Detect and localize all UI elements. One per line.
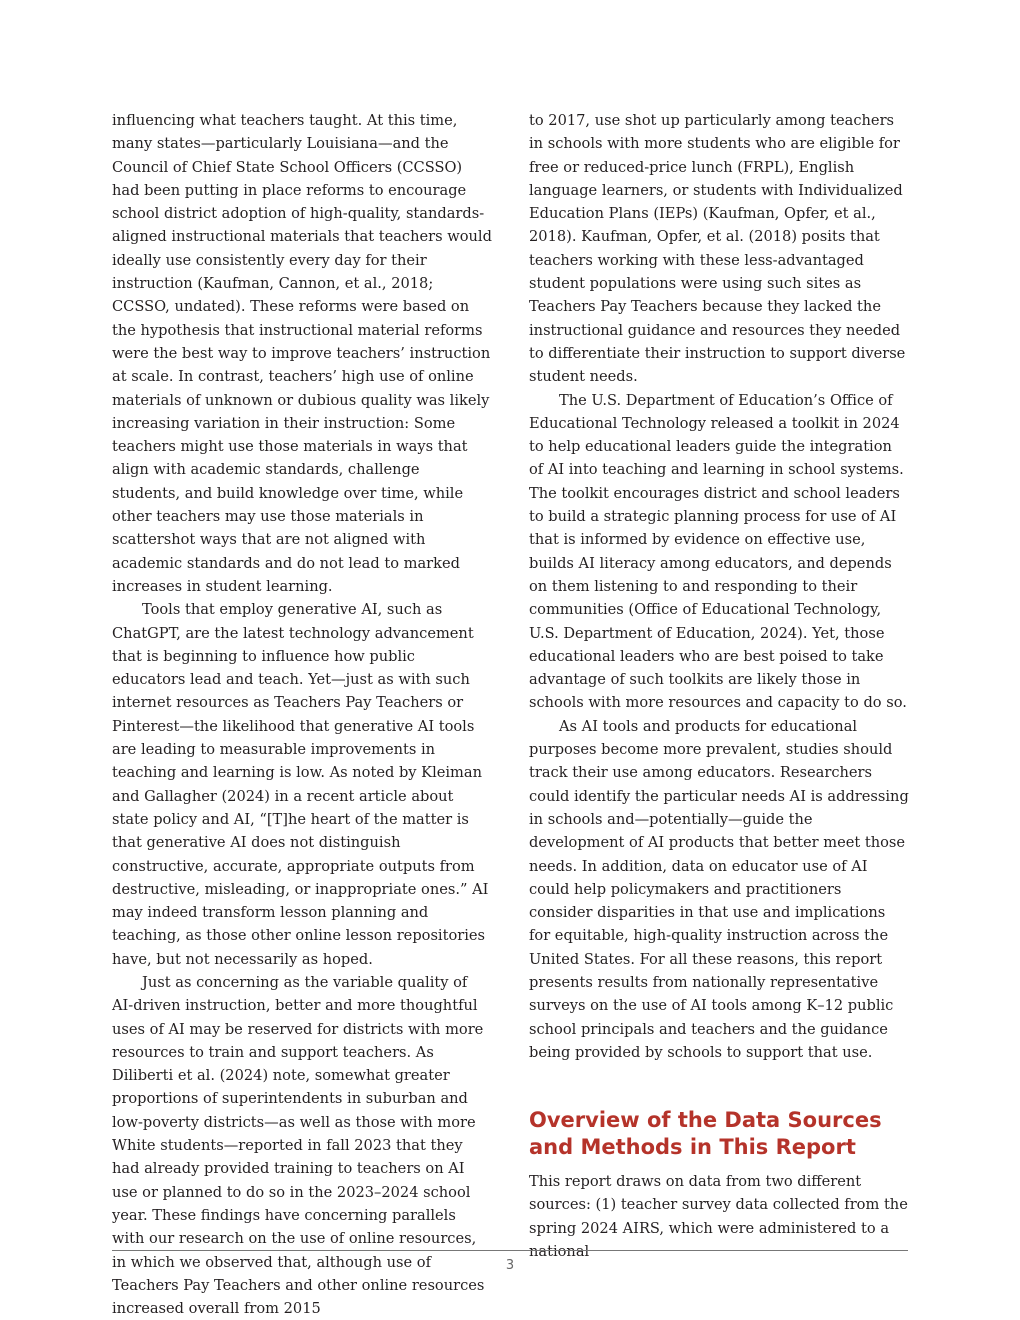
page-number: 3 (505, 1258, 515, 1273)
left-column (112, 109, 492, 1320)
body-paragraph: Tools that employ generative AI, such as ChatGPT, are the latest technology advancement that is beginning to influence how public educators lead and teach. Yet—just as with such internet resources as Teachers Pay Teachers or Pinterest—the likelihood that generative AI tools are leading to measurable improvements in teaching and learning is low. As noted by Kleiman and Gallagher (2024) in a recent article about state policy and AI, “[T]he heart of the matter is that generative AI does not distinguish constructive, accurate, appropriate outputs from destructive, misleading, or inappropriate ones.” AI may indeed transform lesson planning and teaching, as those other online lesson repositories have, but not necessarily as hoped. (112, 601, 489, 968)
body-paragraph: This report draws on data from two different sources: (1) teacher survey data collected from the spring 2024 AIRS, which were administered to a national (529, 1173, 908, 1261)
body-paragraph: to 2017, use shot up particularly among teachers in schools with more students who are eligible for free or reduced-price lunch (FRPL), English language learners, or students with Individualized Education Plans (IEPs) (Kaufman, Opfer, et al., 2018). Kaufman, Opfer, et al. (2018) posits that teachers working with these less-advantaged student populations were using such sites as Teachers Pay Teachers because they lacked the instructional guidance and resources they needed to differentiate their instruction to support diverse student needs. (529, 112, 906, 386)
body-paragraph: influencing what teachers taught. At this time, many states—particularly Louisiana—and the Council of Chief State School Officers (CCSSO) had been putting in place reforms to encourage school district adoption of high-quality, standards-aligned instructional materials that teachers would ideally use consistently every day for their instruction (Kaufman, Cannon, et al., 2018; CCSSO, undated). These reforms were based on the hypothesis that instructional material reforms were the best way to improve teachers’ instruction at scale. In contrast, teachers’ high use of online materials of unknown or dubious quality was likely increasing variation in their instruction: Some teachers might use those materials in ways that align with academic standards, challenge students, and build knowledge over time, while other teachers may use those materials in scattershot ways that are not aligned with academic standards and do not lead to marked increases in student learning. (112, 112, 492, 595)
body-paragraph: As AI tools and products for educational purposes become more prevalent, studies should track their use among educators. Researchers could identify the particular needs AI is addressing in schools and—potentially—guide the development of AI products that better meet those needs. In addition, data on educator use of AI could help policymakers and practitioners consider disparities in that use and implications for equitable, high-quality instruction across the United States. For all these reasons, this report presents results from nationally representative surveys on the use of AI tools among K–12 public school principals and teachers and the guidance being provided by schools to support that use. (529, 717, 909, 1061)
section-heading: Overview of the Data Sources and Methods in This Report (529, 1108, 882, 1160)
footer-divider (112, 1250, 908, 1251)
body-paragraph: The U.S. Department of Education’s Office of Educational Technology released a toolkit in 2024 to help educational leaders guide the integration of AI into teaching and learning in school systems. The toolkit encourages district and school leaders to build a strategic planning process for use of AI that is informed by evidence on effective use, builds AI literacy among educators, and depends on them listening to and responding to their communities (Office of Educational Technology, U.S. Department of Education, 2024). Yet, those educational leaders who are best poised to take advantage of such toolkits are likely those in schools with more resources and capacity to do so. (529, 391, 907, 712)
body-paragraph: Just as concerning as the variable quality of AI-driven instruction, better and more thoughtful uses of AI may be reserved for districts with more resources to train and support teachers. As Diliberti et al. (2024) note, somewhat greater proportions of superintendents in suburban and low-poverty districts—as well as those with more White students—reported in fall 2023 that they had already provided training to teachers on AI use or planned to do so in the 2023–2024 school year. These findings have concerning parallels with our research on the use of online resources, in which we observed that, although use of Teachers Pay Teachers and other online resources increased overall from 2015 (112, 973, 485, 1318)
right-column (529, 109, 909, 1263)
